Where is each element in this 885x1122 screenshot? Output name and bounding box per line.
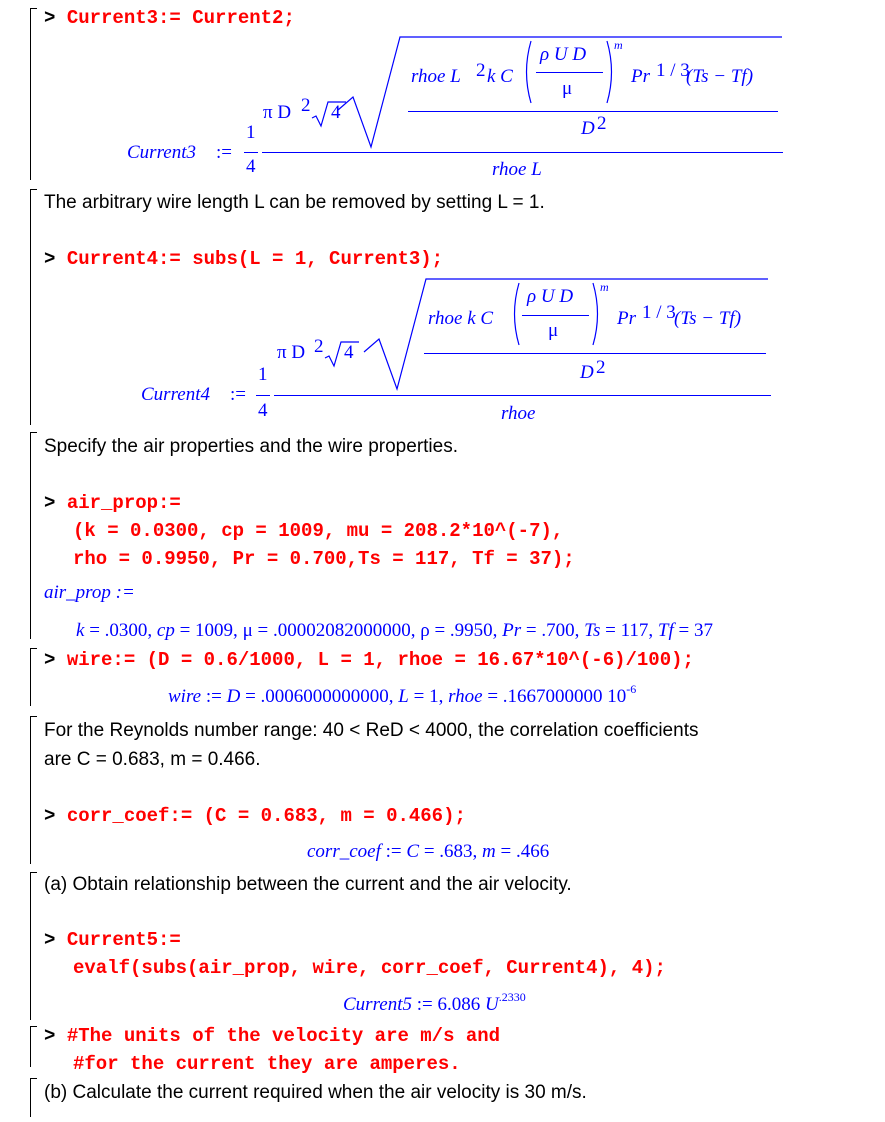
prompt: >: [44, 1025, 56, 1047]
pr-exponent: 1 / 3: [656, 60, 690, 81]
lhs-label: Current3: [127, 142, 196, 163]
output-corr-coef: corr_coef := C = .683, m = .466: [307, 841, 550, 862]
exponent-m: m: [600, 280, 609, 294]
pr: Pr: [631, 66, 650, 87]
assign-op: :=: [216, 142, 232, 163]
four: 4: [344, 342, 354, 363]
input-line-current3[interactable]: > Current3:= Current2;: [44, 7, 295, 29]
denominator: rhoe: [501, 403, 536, 424]
output-air-prop-lhs: air_prop :=: [44, 582, 135, 603]
paren-left: [522, 40, 532, 104]
fraction-bar: [256, 395, 270, 396]
group-bracket[interactable]: [30, 872, 37, 1020]
pi-d: π D: [263, 102, 292, 123]
fraction-bar: [522, 315, 589, 316]
group-bracket[interactable]: [30, 1078, 37, 1117]
input-line-air-prop-2[interactable]: (k = 0.0300, cp = 1009, mu = 208.2*10^(-7),: [73, 520, 564, 542]
group-bracket[interactable]: [30, 648, 37, 706]
fraction-bar: [408, 111, 778, 112]
inner-num: rhoe k C: [428, 308, 494, 329]
group-bracket[interactable]: [30, 189, 37, 425]
pi-d: π D: [277, 342, 306, 363]
group-bracket[interactable]: [30, 1026, 37, 1067]
input-line-comment-2[interactable]: #for the current they are amperes.: [73, 1053, 461, 1075]
input-line-air-prop[interactable]: > air_prop:=: [44, 492, 181, 514]
exponent: 2: [314, 336, 324, 357]
quarter-num: 1: [258, 364, 268, 385]
input-line-corr-coef[interactable]: > corr_coef:= (C = 0.683, m = 0.466);: [44, 805, 466, 827]
output-air-prop: k = .0300, cp = 1009, μ = .00002082000000, ρ = .9950, Pr = .700, Ts = 117, Tf = 37: [76, 620, 713, 641]
pr: Pr: [617, 308, 636, 329]
exponent: 2: [596, 357, 606, 378]
exponent: 2: [301, 95, 311, 116]
text-part-b[interactable]: (b) Calculate the current required when the air velocity is 30 m/s.: [44, 1082, 587, 1103]
prompt: >: [44, 649, 56, 671]
lhs-label: Current4: [141, 384, 210, 405]
denominator: rhoe L: [492, 159, 542, 180]
paren-left: [510, 282, 520, 346]
output-current5: Current5 := 6.086 $U^{.2330}$: [343, 990, 526, 1015]
text-part-a[interactable]: (a) Obtain relationship between the current and the air velocity.: [44, 874, 572, 895]
prompt: >: [44, 492, 56, 514]
quarter-num: 1: [246, 122, 256, 143]
input-line-wire[interactable]: > wire:= (D = 0.6/1000, L = 1, rhoe = 16.67*10^(-6)/100);: [44, 649, 694, 671]
prompt: >: [44, 7, 56, 29]
four: 4: [331, 102, 341, 123]
ts-tf: (Ts − Tf): [686, 66, 754, 87]
mu: μ: [548, 320, 559, 341]
rho-ud: ρ U D: [540, 44, 587, 65]
exponent: 2: [476, 60, 486, 81]
rho-ud: ρ U D: [527, 286, 574, 307]
input-line-current5[interactable]: > Current5:=: [44, 929, 181, 951]
d: D: [580, 362, 594, 383]
prompt: >: [44, 805, 56, 827]
group-bracket[interactable]: [30, 8, 37, 180]
input-line-current5-2[interactable]: evalf(subs(air_prop, wire, corr_coef, Current4), 4);: [73, 957, 666, 979]
text-specify-properties[interactable]: Specify the air properties and the wire properties.: [44, 436, 458, 457]
quarter-den: 4: [258, 400, 268, 421]
fraction-bar: [244, 152, 258, 153]
main-fraction-bar: [262, 152, 783, 153]
inner-num-b: k C: [487, 66, 513, 87]
text-reynolds-1[interactable]: For the Reynolds number range: 40 < ReD < 4000, the correlation coefficients: [44, 720, 699, 741]
text-reynolds-2[interactable]: are C = 0.683, m = 0.466.: [44, 749, 261, 770]
pr-exponent: 1 / 3: [642, 302, 676, 323]
output-wire: wire := D = .0006000000000, L = 1, rhoe = .1667000000 $10^{-6}$: [168, 682, 637, 707]
group-bracket[interactable]: [30, 716, 37, 864]
main-fraction-bar: [274, 395, 771, 396]
prompt: >: [44, 929, 56, 951]
fraction-bar: [424, 353, 766, 354]
input-line-comment[interactable]: > #The units of the velocity are m/s and: [44, 1025, 501, 1047]
inner-num-a: rhoe L: [411, 66, 461, 87]
fraction-bar: [536, 72, 603, 73]
mu: μ: [562, 78, 573, 99]
input-line-air-prop-3[interactable]: rho = 0.9950, Pr = 0.700,Ts = 117, Tf = 37);: [73, 548, 575, 570]
text-remove-l[interactable]: The arbitrary wire length L can be removed by setting L = 1.: [44, 192, 545, 213]
assign-op: :=: [230, 384, 246, 405]
input-line-current4[interactable]: > Current4:= subs(L = 1, Current3);: [44, 248, 444, 270]
exponent: 2: [597, 113, 607, 134]
quarter-den: 4: [246, 156, 256, 177]
group-bracket[interactable]: [30, 432, 37, 639]
exponent-m: m: [614, 38, 623, 52]
prompt: >: [44, 248, 56, 270]
d: D: [581, 118, 595, 139]
ts-tf: (Ts − Tf): [674, 308, 742, 329]
